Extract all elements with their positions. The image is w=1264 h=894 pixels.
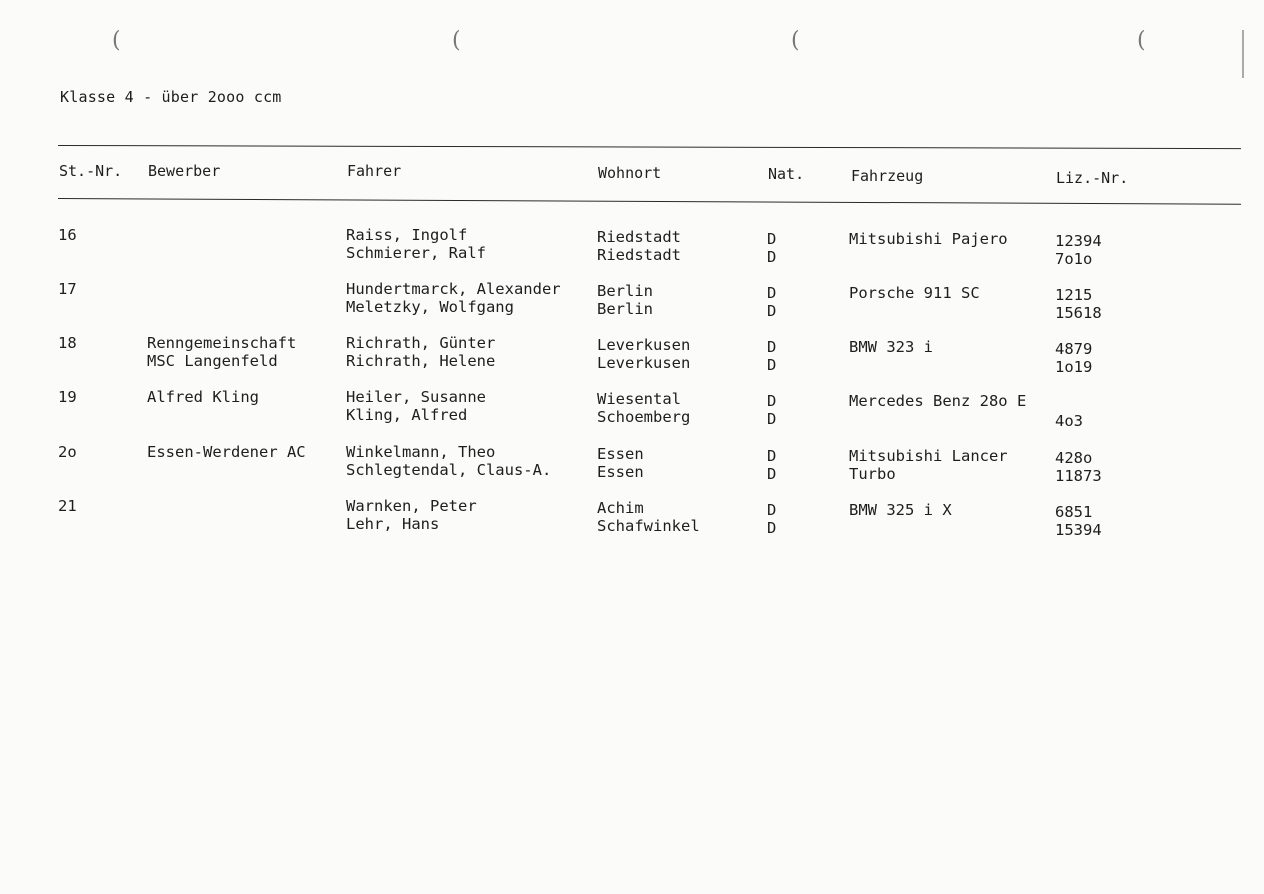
class-title: Klasse 4 - über 2ooo ccm bbox=[60, 88, 282, 106]
residence-cell: Achim bbox=[597, 499, 644, 517]
residence-cell: Berlin bbox=[597, 300, 653, 318]
column-header-nat: Nat. bbox=[768, 165, 805, 183]
driver-cell: Winkelmann, Theo bbox=[346, 443, 496, 461]
column-header-bewerber: Bewerber bbox=[148, 162, 221, 180]
driver-cell: Meletzky, Wolfgang bbox=[346, 298, 514, 316]
driver-cell: Richrath, Helene bbox=[346, 352, 496, 370]
driver-cell: Lehr, Hans bbox=[346, 515, 440, 533]
driver-cell: Richrath, Günter bbox=[346, 334, 496, 352]
entrant-cell: MSC Langenfeld bbox=[147, 352, 278, 370]
license-number-cell: 7o1o bbox=[1055, 250, 1093, 268]
vehicle-cell: Turbo bbox=[849, 465, 896, 483]
nationality-cell: D bbox=[767, 392, 777, 410]
nationality-cell: D bbox=[767, 338, 777, 356]
license-number-cell: 15394 bbox=[1055, 521, 1102, 539]
nationality-cell: D bbox=[767, 447, 777, 465]
nationality-cell: D bbox=[767, 230, 777, 248]
residence-cell: Leverkusen bbox=[597, 354, 691, 372]
vehicle-cell: Mitsubishi Lancer bbox=[849, 447, 1008, 465]
nationality-cell: D bbox=[767, 501, 777, 519]
header-bottom-rule bbox=[58, 198, 1241, 205]
column-header-liz-nr: Liz.-Nr. bbox=[1056, 169, 1129, 187]
license-number-cell: 1o19 bbox=[1055, 358, 1093, 376]
residence-cell: Essen bbox=[597, 445, 644, 463]
header-top-rule bbox=[58, 145, 1241, 149]
driver-cell: Schlegtendal, Claus-A. bbox=[346, 461, 552, 479]
license-number-cell: 428o bbox=[1055, 449, 1093, 467]
vehicle-cell: Porsche 911 SC bbox=[849, 284, 980, 302]
nationality-cell: D bbox=[767, 519, 777, 537]
entrant-cell: Essen-Werdener AC bbox=[147, 443, 306, 461]
nationality-cell: D bbox=[767, 284, 777, 302]
vehicle-cell: Mitsubishi Pajero bbox=[849, 230, 1008, 248]
nationality-cell: D bbox=[767, 465, 777, 483]
license-number-cell: 15618 bbox=[1055, 304, 1102, 322]
column-header-fahrzeug: Fahrzeug bbox=[851, 167, 924, 185]
residence-cell: Essen bbox=[597, 463, 644, 481]
license-number-cell: 6851 bbox=[1055, 503, 1093, 521]
nationality-cell: D bbox=[767, 248, 777, 266]
vehicle-cell: BMW 323 i bbox=[849, 338, 933, 356]
driver-cell: Warnken, Peter bbox=[346, 497, 477, 515]
residence-cell: Riedstadt bbox=[597, 228, 681, 246]
vehicle-cell: Mercedes Benz 28o E bbox=[849, 392, 1027, 410]
start-number-cell: 2o bbox=[58, 443, 77, 461]
start-number-cell: 17 bbox=[58, 280, 77, 298]
punch-hole-mark: ( bbox=[452, 28, 461, 53]
residence-cell: Riedstadt bbox=[597, 246, 681, 264]
license-number-cell: 4o3 bbox=[1055, 412, 1083, 430]
page-edge-mark bbox=[1242, 30, 1244, 78]
license-number-cell: 1215 bbox=[1055, 286, 1093, 304]
residence-cell: Leverkusen bbox=[597, 336, 691, 354]
column-header-fahrer: Fahrer bbox=[347, 162, 402, 180]
residence-cell: Schoemberg bbox=[597, 408, 691, 426]
vehicle-cell: BMW 325 i X bbox=[849, 501, 952, 519]
punch-hole-mark: ( bbox=[1137, 28, 1146, 53]
residence-cell: Schafwinkel bbox=[597, 517, 700, 535]
entrant-cell: Alfred Kling bbox=[147, 388, 259, 406]
license-number-cell: 12394 bbox=[1055, 232, 1102, 250]
license-number-cell: 11873 bbox=[1055, 467, 1102, 485]
license-number-cell: 4879 bbox=[1055, 340, 1093, 358]
driver-cell: Kling, Alfred bbox=[346, 406, 468, 424]
start-number-cell: 21 bbox=[58, 497, 77, 515]
driver-cell: Hundertmarck, Alexander bbox=[346, 280, 561, 298]
nationality-cell: D bbox=[767, 410, 777, 428]
nationality-cell: D bbox=[767, 302, 777, 320]
driver-cell: Raiss, Ingolf bbox=[346, 226, 468, 244]
start-number-cell: 18 bbox=[58, 334, 77, 352]
nationality-cell: D bbox=[767, 356, 777, 374]
column-header-wohnort: Wohnort bbox=[598, 164, 662, 182]
driver-cell: Heiler, Susanne bbox=[346, 388, 486, 406]
column-header-st-nr: St.-Nr. bbox=[59, 162, 123, 180]
start-number-cell: 19 bbox=[58, 388, 77, 406]
start-number-cell: 16 bbox=[58, 226, 77, 244]
punch-hole-mark: ( bbox=[791, 28, 800, 53]
punch-hole-mark: ( bbox=[112, 28, 121, 53]
entrant-cell: Renngemeinschaft bbox=[147, 334, 297, 352]
residence-cell: Berlin bbox=[597, 282, 653, 300]
driver-cell: Schmierer, Ralf bbox=[346, 244, 486, 262]
residence-cell: Wiesental bbox=[597, 390, 681, 408]
